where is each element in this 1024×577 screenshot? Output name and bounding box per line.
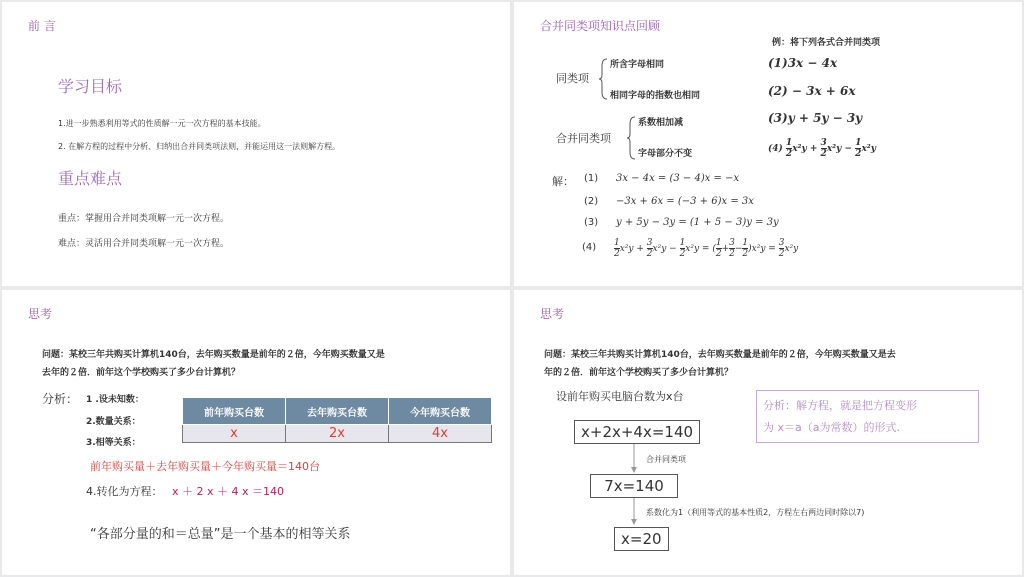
table-header-row: [183, 398, 492, 425]
solution-2-number: (2): [584, 196, 599, 207]
left-brace-icon: [598, 58, 608, 100]
step-1: 1 .设未知数：: [86, 395, 144, 405]
fraction: $\frac{3}{2}$: [820, 138, 827, 159]
quantity-table: [182, 397, 492, 443]
equation-step-1: x+2x+4x=140: [574, 420, 700, 444]
goal-2: 2. 在解方程的过程中分析、归纳出合并同类项法则，并能运用这一法则解方程。: [58, 142, 341, 151]
combine-rule-2: 字母部分不变: [638, 149, 693, 159]
section-title-key-points: 重点难点: [58, 169, 123, 188]
analysis-label: 分析：: [42, 392, 79, 406]
like-rule-1: 所含字母相同: [610, 60, 665, 70]
combine-label: 合并同类项: [556, 132, 611, 145]
equation: x ＋ 2 x ＋ 4 x ＝140: [172, 485, 284, 498]
like-rule-2: 相同字母的指数也相同: [610, 91, 701, 101]
down-arrow-icon: [629, 498, 639, 526]
solution-2: −3x + 6x = (−3 + 6)x = 3x: [616, 196, 754, 207]
table-cell: 4x: [389, 425, 492, 443]
problem-line-2: 去年的２倍．前年这个学校购买了多少台计算机？: [42, 368, 241, 378]
like-terms-label: 同类项: [556, 72, 589, 85]
analysis-note: [756, 390, 979, 443]
table-header: 去年购买台数: [286, 398, 389, 425]
table-row: [183, 425, 492, 443]
slide-header: 合并同类项知识点回顾: [540, 19, 661, 33]
example-2: (2) − 3x + 6x: [768, 84, 856, 98]
slide-preface[interactable]: [2, 2, 510, 286]
fraction: $\frac{1}{2}$: [715, 238, 722, 259]
solution-label: 解：: [552, 175, 574, 188]
slide-header: 前 言: [28, 19, 56, 33]
solution-1-number: (1): [584, 173, 599, 184]
equation-step-3: x=20: [614, 527, 669, 551]
slide-header: 思考: [28, 307, 53, 321]
table-header: 今年购买台数: [389, 398, 492, 425]
solution-1: 3x − 4x = (3 − 4)x = −x: [616, 173, 740, 184]
fraction: $\frac{1}{2}$: [679, 238, 686, 259]
slide-like-terms-review[interactable]: [514, 2, 1022, 286]
step-label-coefficient: 系数化为1（利用等式的基本性质2，方程左右两边同时除以7): [646, 508, 865, 517]
step-3: 3.相等关系：: [86, 438, 141, 448]
difficulty: 难点：灵活用合并同类项解一元一次方程。: [58, 239, 230, 249]
solution-3: y + 5y − 3y = (1 + 5 − 3)y = 3y: [616, 217, 779, 228]
example-4: (4) $\frac{1}{2}$ x²y + $\frac{3}{2}$ x²y − $\frac{1}{2}$ x²y: [768, 138, 876, 159]
table-cell: x: [183, 425, 286, 443]
left-brace-icon: [626, 116, 636, 160]
step-label-combine: 合并同类项: [646, 455, 686, 464]
goal-1: 1.进一步熟悉利用等式的性质解一元一次方程的基本技能。: [58, 119, 266, 128]
step-4: 4.转化为方程：: [86, 485, 163, 498]
slide-think-solution[interactable]: [514, 290, 1022, 575]
equality-relation: 前年购买量＋去年购买量＋今年购买量＝140台: [90, 460, 320, 473]
down-arrow-icon: [629, 444, 639, 474]
fraction: $\frac{1}{2}$: [855, 138, 862, 159]
analysis-note-line-2: 为 x＝a（a为常数）的形式.: [763, 421, 900, 434]
example-1: (1)3x − 4x: [768, 56, 838, 70]
problem-line-1: 问题：某校三年共购买计算机140台，去年购买数量是前年的２倍，今年购买数量又是: [42, 350, 385, 360]
problem-line-2: 年的２倍．前年这个学校购买了多少台计算机？: [544, 368, 734, 378]
fraction: $\frac{1}{2}$: [614, 238, 620, 259]
solution-4: $\frac{1}{2}$ x²y + $\frac{3}{2}$ x²y − $\frac{1}{2}$ x²y = ( $\frac{1}{2}$ + $\frac{3}{2}$ − $\frac{1}{2}$ )x²y = $\frac{3}{2}$ x²y: [614, 238, 799, 259]
fraction: $\frac{3}{2}$: [778, 238, 785, 259]
problem-line-1: 问题：某校三年共购买计算机140台，去年购买数量是前年的２倍，今年购买数量又是去: [544, 350, 896, 360]
fraction: $\frac{3}{2}$: [729, 238, 735, 259]
conclusion: “各部分量的和＝总量”是一个基本的相等关系: [90, 527, 351, 542]
fraction: $\frac{3}{2}$: [646, 238, 653, 259]
step-2: 2.数量关系：: [86, 417, 141, 427]
equation-step-2: 7x=140: [590, 474, 678, 498]
fraction: $\frac{1}{2}$: [742, 238, 749, 259]
fraction: $\frac{1}{2}$: [785, 138, 793, 159]
analysis-note-line-1: 分析：解方程，就是把方程变形: [763, 399, 917, 412]
solution-4-number: (4): [582, 242, 597, 253]
example-title: 例：将下列各式合并同类项: [772, 38, 881, 48]
example-3: (3)y + 5y − 3y: [768, 111, 863, 125]
slide-think-analysis[interactable]: [2, 290, 510, 575]
table-header: 前年购买台数: [183, 398, 286, 425]
example-4-number: (4): [768, 144, 783, 154]
slide-header: 思考: [540, 307, 565, 321]
assumption: 设前年购买电脑台数为x台: [556, 390, 684, 403]
solution-3-number: (3): [584, 217, 599, 228]
section-title-goals: 学习目标: [58, 77, 123, 96]
table-cell: 2x: [286, 425, 389, 443]
combine-rule-1: 系数相加减: [638, 118, 684, 128]
key-point: 重点：掌握用合并同类项解一元一次方程。: [58, 214, 230, 224]
